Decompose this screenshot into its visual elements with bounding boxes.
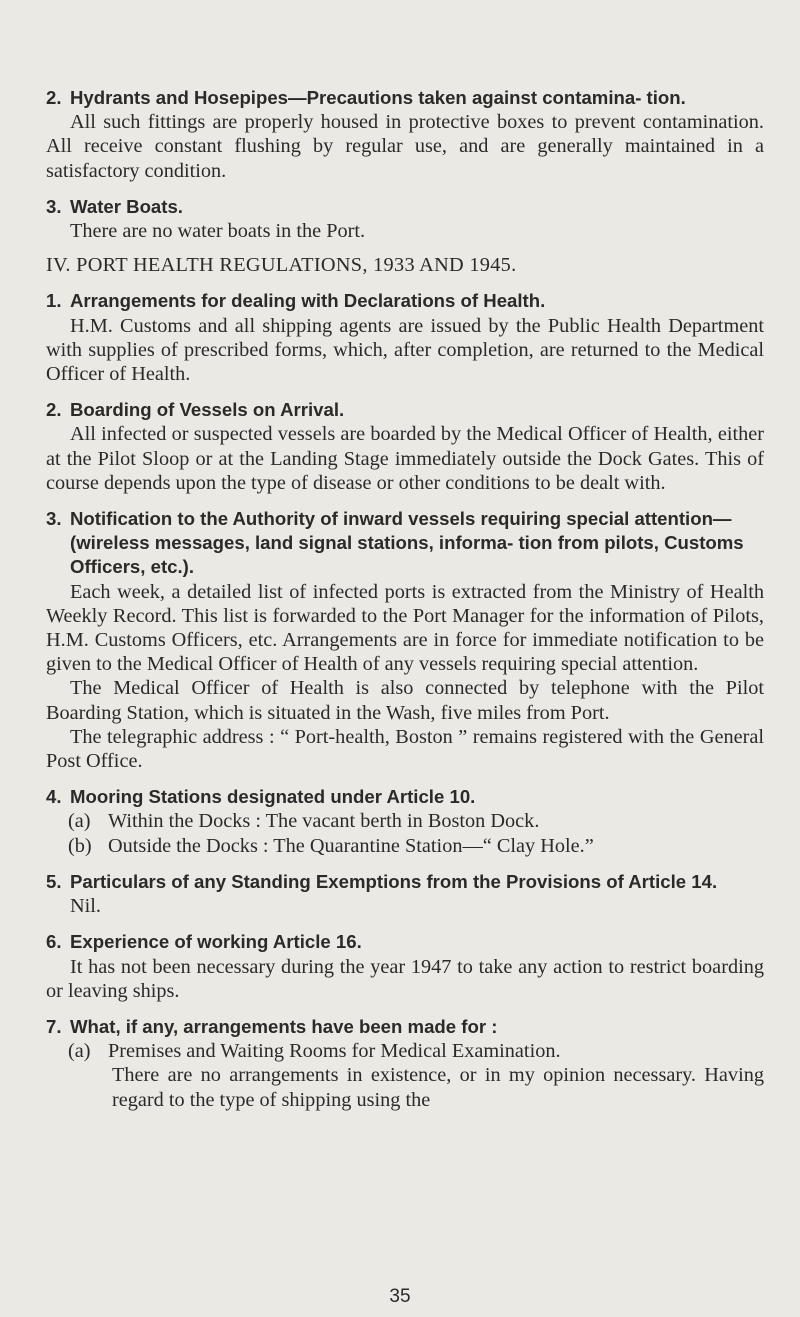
arrangements-item-a: (a) Premises and Waiting Rooms for Medical Examination.	[68, 1040, 561, 1063]
heading-water-boats: 3. Water Boats.	[46, 195, 183, 217]
paragraph-exemptions: Nil.	[70, 895, 101, 918]
paragraph-boarding: All infected or suspected vessels are boarded by the Medical Officer of Health, either at the Pilot Sloop or at the Landing Stage immediately outside the Dock Gates. This of course depends upon the type of disease or other conditions to be dealt with.	[46, 423, 764, 494]
paragraph-notification-telephone: The Medical Officer of Health is also connected by telephone with the Pilot Boarding Station, which is situated in the Wash, five miles from Port.	[46, 677, 764, 724]
heading-mooring: 4. Mooring Stations designated under Article 10.	[46, 786, 476, 808]
heading-arrangements: 7. What, if any, arrangements have been made for :	[46, 1015, 498, 1037]
heading-declarations: 1. Arrangements for dealing with Declarations of Health.	[46, 290, 546, 312]
paragraph-notification-telegraphic: The telegraphic address : “ Port-health, Boston ” remains registered with the General Post Office.	[46, 725, 764, 773]
paragraph-arrangements-a: There are no arrangements in existence, or in my opinion necessary. Having regard to the type of shipping using the	[112, 1064, 764, 1111]
mooring-item-a: (a) Within the Docks : The vacant berth in Boston Dock.	[68, 810, 540, 833]
section-title-port-health: IV. PORT HEALTH REGULATIONS, 1933 AND 1945.	[46, 254, 517, 277]
heading-exemptions: 5. Particulars of any Standing Exemptions from the Provisions of Article 14.	[46, 870, 718, 892]
heading-notification: 3. Notification to the Authority of inward vessels requiring special attention—(wireless messages, land signal stations, informa- tion from pilots, Customs Officers, etc.).	[46, 508, 744, 578]
paragraph-article16: It has not been necessary during the year 1947 to take any action to restrict boarding or leaving ships.	[46, 955, 764, 1002]
paragraph-hydrants: All such fittings are properly housed in protective boxes to prevent contamination. All receive constant flushing by regular use, and are generally maintained in a satisfactory condition.	[46, 111, 764, 182]
page-number: 35	[389, 1286, 411, 1307]
heading-hydrants: 2. Hydrants and Hosepipes—Precautions taken against contamina- tion.	[46, 87, 686, 108]
paragraph-notification-list: Each week, a detailed list of infected ports is extracted from the Ministry of Health Weekly Record. This list is forwarded to the Port Manager for the information of Pilots, H.M. Customs Officers, etc. Arrangements are in force for immediate notification to be given to the Medical Officer of Health of any vessels requiring special attention.	[46, 580, 764, 676]
heading-article16: 6. Experience of working Article 16.	[46, 931, 362, 953]
paragraph-water-boats: There are no water boats in the Port.	[70, 220, 366, 243]
mooring-item-b: (b) Outside the Docks : The Quarantine Station—“ Clay Hole.”	[68, 834, 594, 857]
heading-boarding: 2. Boarding of Vessels on Arrival.	[46, 399, 345, 421]
paragraph-declarations: H.M. Customs and all shipping agents are issued by the Public Health Department with supplies of prescribed forms, which, after completion, are returned to the Medical Officer of Health.	[46, 314, 764, 386]
